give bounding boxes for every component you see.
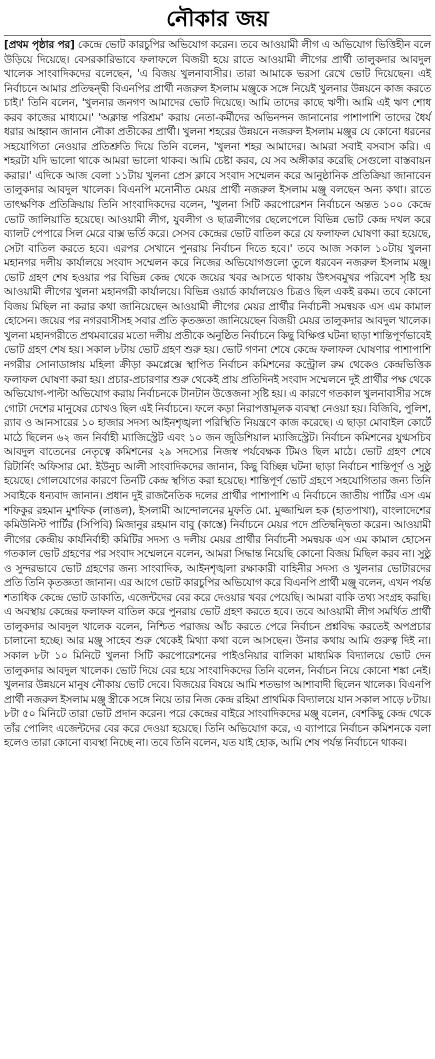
headline-box <box>4 3 431 36</box>
article-text: কেন্দ্রে ভোট কারচুপির অভিযোগ করেন। তবে আওয়ামী লীগ এ অভিযোগ ভিত্তিহীন বলে উড়িয়ে দিয়েছে। বেসরকারিভাবে ফলাফলে বিজয়ী হয়ে রাতে আওয়ামী লীগের প্রার্থী তালুকদার আবদুল খালেক সাংবাদিকদের বলেছেন, 'এ বিজয় খুলনাবাসীর। তারা আমাকে ভরসা রেখে ভোট দিয়েছেন। এই নির্বাচনে আমার প্রতিদ্বন্দ্বী বিএনপির প্রার্থী নজরুল ইসলাম মঞ্জুকে সঙ্গে নিয়েই খুলনার উন্নয়নে কাজ করতে চাই।' তিনি বলেন, 'খুলনার জনগণ আমাদের ভোট দিয়েছে। আমি তাদের কাছে ঋণী। আমি এই ঋণ শোধ করব কাজের মাধ্যমে।' 'অক্লান্ত পরিশ্রম' করায় নেতা-কর্মীদের অভিনন্দন জানানোর পাশাপাশি তাদের ধৈর্য ধরার আহ্বান জানান নৌকা প্রতীকের প্রার্থী। খুলনা শহরের উন্নয়নে নজরুল ইসলাম মঞ্জুর যে কোনো ধরনের সহযোগিতা নেওয়ার প্রতিশ্রুতি দিয়ে তিনি বলেন, 'খুলনা শহর আমাদের। আমরা সবাই বসবাস করি। এ শহরটা যদি ভালো থাকে আমরা ভালো থাকব। আমি চেষ্টা করব, যে সব অঙ্গীকার করেছি সেগুলো বাস্তবায়ন করার।' এদিকে আজ বেলা ১১টায় খুলনা প্রেস ক্লাবে সংবাদ সম্মেলন করে আনুষ্ঠানিক প্রতিক্রিয়া জানাবেন তালুকদার আবদুল খালেক। বিএনপি মনোনীত মেয়র প্রার্থী নজরুল ইসলাম মঞ্জু বলছেন অন্য কথা। রাতে তাৎক্ষণিক প্রতিক্রিয়ায় তিনি সাংবাদিকদের বলেন, 'খুলনা সিটি করপোরেশন নির্বাচনে অন্তত ১০০ কেন্দ্রে ভোট জালিয়াতি হয়েছে। আওয়ামী লীগ, যুবলীগ ও ছাত্রলীগের ছেলেপেলে বিভিন্ন ভোট কেন্দ্র দখল করে ব্যালট পেপারে সিল মেরে বাক্স ভর্তি করে। সেসব কেন্দ্রের ভোট বাতিল করে যে ফলাফল ঘোষণা করা হয়েছে, সেটা বাতিল করতে হবে। এরপর সেখানে পুনরায় নির্বাচন দিতে হবে।' তবে আজ সকাল ১০টায় খুলনা মহানগর দলীয় কার্যালয়ে সংবাদ সম্মেলন করে নিজের অভিযোগগুলো তুলে ধরবেন নজরুল ইসলাম মঞ্জু। ভোট গ্রহণ শেষ হওয়ার পর বিভিন্ন কেন্দ্র থেকে জয়ের খবর আসতে থাকায় উৎসবমুখর পরিবেশ সৃষ্টি হয় আওয়ামী লীগের খুলনা মহানগরী কার্যালয়ে। বিভিন্ন ওয়ার্ড কার্যালয়েও চিত্রও ছিল একই রকম। তবে কোনো বিজয় মিছিল না করার কথা জানিয়েছেন আওয়ামী লীগের মেয়র প্রার্থীর নির্বাচনী সমন্বয়ক এস এম কামাল হোসেন। জয়ের পর নগরবাসীসহ সবার প্রতি কৃতজ্ঞতা জানিয়েছেন বিজয়ী মেয়র তালুকদার আবদুল খালেক। খুলনা মহানগরীতে প্রথমবারের মতো দলীয় প্রতীকে অনুষ্ঠিত নির্বাচনে কিছু বিক্ষিপ্ত ঘটনা ছাড়া শান্তিপূর্ণভাবেই ভোট গ্রহণ শেষ হয়। সকাল ৮টায় ভোট গ্রহণ শুরু হয়। ভোট গণনা শেষে কেন্দ্রে ফলাফল ঘোষণার পাশাপাশি নগরীর সোনাডাঙ্গায় মহিলা ক্রীড়া কমপ্লেক্সে স্থাপিত নির্বাচন কমিশনের কন্ট্রোল রুম থেকেও কেন্দ্রভিত্তিক ফলাফল ঘোষণা করা হয়। প্রচার-প্রচারণার শুরু থেকেই প্রায় প্রতিদিনই সংবাদ সম্মেলনে দুই প্রার্থীর পক্ষ থেকে অভিযোগ-পাল্টা অভিযোগ করায় নির্বাচনকে টানটান উত্তেজনা সৃষ্টি হয়। এ কারণে গতকাল খুলনাবাসীর সঙ্গে গোটা দেশের মানুষের চোখও ছিল এই নির্বাচনে। ফলে কড়া নিরাপত্তামূলক ব্যবস্থা নেওয়া হয়। বিজিবি, পুলিশ, র‌্যাব ও আনসারের ১০ হাজার সদস্য আইনশৃঙ্খলা পরিস্থিতি নিয়ন্ত্রণে কাজ করেছে। এ ছাড়া মোবাইল কোর্টে মাঠে ছিলেন ৬২ জন নির্বাহী ম্যাজিস্ট্রেট এবং ১০ জন জুডিশিয়াল ম্যাজিস্ট্রেট। নির্বাচন কমিশনের যুগ্মসচিব আবদুল বাতেনের নেতৃত্বে কমিশনের ২৯ সদস্যের নিজস্ব পর্যবেক্ষক টিমও ছিল মাঠে। ভোট গ্রহণ শেষে রিটার্নিং অফিসার মো. ইউনুচ আলী সাংবাদিকদের জানান, কিছু বিচ্ছিন্ন ঘটনা ছাড়া নির্বাচন শান্তিপূর্ণ ও সুষ্ঠু হয়েছে। গোলযোগের কারণে তিনটি কেন্দ্র স্থগিত করা হয়েছে। শান্তিপূর্ণ ভোট গ্রহণে সহযোগিতার জন্য তিনি সবাইকে ধন্যবাদ জানান। প্রধান দুই রাজনৈতিক দলের প্রার্থীর পাশাপাশি এ নির্বাচনে জাতীয় পার্টির এস এম শফিকুর রহমান মুশফিক (লাঙল), ইসলামী আন্দোলনের মুফতি মো. মুজ্জাম্মিল হক (হাতপাখা), বাংলাদেশের কমিউনিস্ট পার্টির (সিপিবি) মিজানুর রহমান বাবু (কাস্তে) নির্বাচনে মেয়র পদে প্রতিদ্বন্দ্বিতা করেন। আওয়ামী লীগের কেন্দ্রীয় কার্যনির্বাহী কমিটির সদস্য ও দলীয় মেয়র প্রার্থীর নির্বাচনী সমন্বয়ক এস এম কামাল হোসেন গতকাল ভোট গ্রহণের পর সংবাদ সম্মেলনে বলেন, আমরা সিদ্ধান্ত নিয়েছি কোনো বিজয় মিছিল করব না। সুষ্ঠু ও সুন্দরভাবে ভোট গ্রহণের জন্য সাংবাদিক, আইনশৃঙ্খলা রক্ষাকারী বাহিনীর সদস্য ও খুলনার ভোটারদের প্রতি তিনি কৃতজ্ঞতা জানান। এর আগে ভোট কারচুপির অভিযোগ করে বিএনপি প্রার্থী মঞ্জু বলেন, এখন পর্যন্ত শতাধিক কেন্দ্রে ভোট ডাকাতি, এজেন্টদের বের করে দেওয়ার খবর পেয়েছি। আমরা বাকি তথ্য সংগ্রহ করছি। এ অবস্থায় কেন্দ্রের ফলাফল বাতিল করে পুনরায় ভোট গ্রহণ করতে হবে। তবে আওয়ামী লীগ সমর্থিত প্রার্থী তালুকদার আবদুল খালেক বলেন, নিশ্চিত পরাজয় আঁচ করতে পেরে নির্বাচন প্রশ্নবিদ্ধ করতেই অপপ্রচার চালানো হচ্ছে। আর মঞ্জু সাহেব শুরু থেকেই মিথ্যা কথা বলে আসছেন। উনার কথায় আমি গুরুত্ব দিই না। সকাল ৮টা ১০ মিনিটে খুলনা সিটি করপোরেশনের পাইওনিয়ার বালিকা মাধ্যমিক বিদ্যালয়ে ভোট দেন তালুকদার আবদুল খালেক। ভোট দিয়ে বের হয়ে সাংবাদিকদের তিনি বলেন, নির্বাচন নিয়ে কোনো শঙ্কা নেই। খুলনার উন্নয়নে মানুষ নৌকায় ভোট দেবে। বিজয়ের বিষয়ে আমি শতভাগ আশাবাদী ছিলেন খালেক। বিএনপি প্রার্থী নজরুল ইসলাম মঞ্জু স্ত্রীকে সঙ্গে নিয়ে তার নিজ কেন্দ্র রহিমা প্রাথমিক বিদ্যালয়ে যান সকাল সাড়ে ৮টায়। ৮টা ৫০ মিনিটে তারা ভোট প্রদান করেন। পরে কেন্দ্রের বাইরে সাংবাদিকদের মঞ্জু বলেন, বেশকিছু কেন্দ্র থেকে তাঁর পোলিং এজেন্টদের বের করে দেওয়া হয়েছে। তিনি অভিযোগ করে, এ ব্যাপারে নির্বাচন কমিশনকে বলা হলেও তারা কোনো ব্যবস্থা নিচ্ছে না। তবে তিনি বলেন, যত যাই হোক, আমি শেষ পর্যন্ত নির্বাচনে থাকব। <box>4 39 431 750</box>
article-body <box>4 38 431 751</box>
continued-from-tag: [প্রথম পৃষ্ঠার পর] <box>4 39 75 51</box>
article-headline: নৌকার জয় <box>166 6 269 32</box>
